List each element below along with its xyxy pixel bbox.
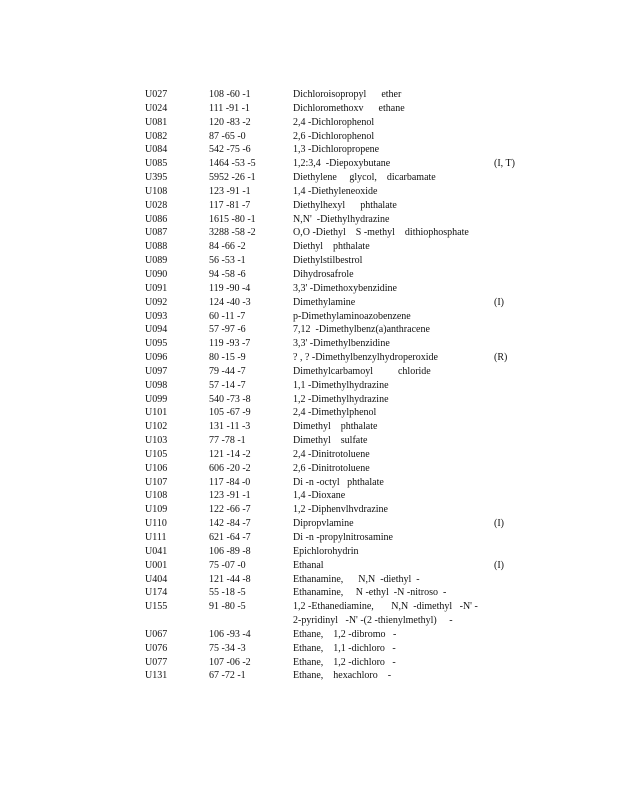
cas-number: 124 -40 -3 [209,296,251,308]
substance-name: 7,12 -Dimethylbenz(a)anthracene [293,324,430,336]
waste-code: U105 [145,448,168,460]
waste-code: U027 [145,89,168,100]
substance-name: 1,2 -Ethanediamine, N,N -dimethyl -N' - [293,601,478,613]
cas-number: 606 -20 -2 [209,462,251,474]
substance-name: 1,2:3,4 -Diepoxybutane [293,158,391,170]
substance-name: 1,2 -Diphenvlhvdrazine [293,504,388,516]
waste-code: U111 [145,532,167,543]
waste-code: U097 [145,365,168,377]
waste-code: U099 [145,393,168,405]
table-row [145,503,545,517]
waste-code: U109 [145,504,168,516]
substance-name: 2,6 -Dichlorophenol [293,130,375,142]
waste-code: U108 [145,185,168,197]
waste-code: U077 [145,656,168,668]
substance-name: 3,3' -Dimethylbenzidine [293,338,390,350]
table-row [145,130,545,144]
substance-name: Dimethylcarbamoyl chloride [293,365,431,377]
cas-number: 119 -90 -4 [209,282,251,294]
waste-code: U108 [145,490,168,502]
cas-number: 117 -84 -0 [209,476,251,488]
substance-name: Dihydrosafrole [293,268,354,280]
cas-number: 106 -89 -8 [209,545,251,557]
cas-number: 117 -81 -7 [209,199,251,211]
cas-number: 123 -91 -1 [209,185,251,197]
cas-number: 540 -73 -8 [209,393,251,405]
table-row [145,559,545,573]
waste-code: U096 [145,352,168,364]
waste-code: U086 [145,213,168,225]
waste-code: U041 [145,545,168,557]
waste-code: U110 [145,518,167,530]
table-row [145,171,545,185]
table-row [145,116,545,130]
cas-number: 77 -78 -1 [209,435,246,447]
substance-name: Ethanal [293,559,324,571]
waste-code: U107 [145,476,168,488]
cas-number: 120 -83 -2 [209,116,251,128]
waste-code: U089 [145,255,168,267]
substance-name: Dimethyl sulfate [293,435,368,447]
substance-name: 1,2 -Dimethylhydrazine [293,393,389,405]
waste-code: U404 [145,573,168,585]
cas-number: 108 -60 -1 [209,89,251,100]
table-row [145,365,545,379]
substance-name: Diethylhexyl phthalate [293,199,397,211]
table-row [145,628,545,642]
table-row [145,213,545,227]
substance-name: Dimethylamine [293,296,356,308]
hazardous-waste-table [145,88,545,683]
waste-code: U102 [145,421,168,433]
substance-name: 1,1 -Dimethylhydrazine [293,379,389,391]
waste-code: U092 [145,296,168,308]
hazard-code: (I) [494,559,504,571]
cas-number: 57 -14 -7 [209,379,246,391]
cas-number: 94 -58 -6 [209,268,246,280]
waste-code: U098 [145,379,168,391]
substance-name: Dichloroisopropyl ether [293,89,402,100]
substance-name: Di -n -octyl phthalate [293,476,384,488]
substance-name: 2,4 -Dichlorophenol [293,116,375,128]
table-row [145,462,545,476]
substance-name: 2,6 -Dinitrotoluene [293,462,370,474]
cas-number: 107 -06 -2 [209,656,251,668]
table-row [145,185,545,199]
cas-number: 119 -93 -7 [209,338,251,350]
table-row [145,337,545,351]
table-row [145,379,545,393]
waste-code: U091 [145,282,168,294]
substance-name: Dimethyl phthalate [293,421,378,433]
cas-number: 131 -11 -3 [209,421,251,433]
substance-name: ? , ? -Dimethylbenzylhydroperoxide [293,352,438,364]
waste-code: U085 [145,158,168,170]
hazard-code: (I) [494,296,504,308]
table-row [145,268,545,282]
substance-name: Ethane, 1,1 -dichloro - [293,642,396,654]
waste-code: U088 [145,241,168,253]
substance-name: p-Dimethylaminoazobenzene [293,310,411,322]
substance-name: 1,3 -Dichloropropene [293,144,380,156]
waste-code: U084 [145,144,168,156]
waste-code: U103 [145,435,168,447]
cas-number: 55 -18 -5 [209,587,246,599]
table-row [145,476,545,490]
substance-name: Epichlorohydrin [293,545,359,557]
table-row [145,226,545,240]
cas-number: 111 -91 -1 [209,102,250,114]
waste-code: U024 [145,102,168,114]
cas-number: 79 -44 -7 [209,365,246,377]
waste-code: U028 [145,199,168,211]
waste-code: U106 [145,462,168,474]
waste-code: U001 [145,559,168,571]
table-row [145,323,545,337]
waste-code: U067 [145,628,168,640]
cas-number: 1615 -80 -1 [209,213,256,225]
table-row [145,296,545,310]
substance-name: 2,4 -Dimethylphenol [293,407,377,419]
table-row [145,517,545,531]
cas-number: 3288 -58 -2 [209,227,256,239]
waste-code: U094 [145,324,168,336]
cas-number: 5952 -26 -1 [209,172,256,184]
cas-number: 56 -53 -1 [209,255,246,267]
substance-name: N,N' -Diethylhydrazine [293,213,390,225]
cas-number: 122 -66 -7 [209,504,251,516]
cas-number: 91 -80 -5 [209,601,246,613]
substance-name: Ethanamine, N -ethyl -N -nitroso - [293,587,447,599]
substance-name: 1,4 -Dioxane [293,490,346,502]
waste-code: U081 [145,116,168,128]
cas-number: 67 -72 -1 [209,670,246,682]
cas-number: 621 -64 -7 [209,532,251,543]
waste-code: U093 [145,310,168,322]
substance-name: Ethane, hexachloro - [293,670,392,682]
cas-number: 1464 -53 -5 [209,158,256,170]
substance-name: Dichloromethoxv ethane [293,102,405,114]
table-row [145,586,545,600]
substance-name: Diethylstilbestrol [293,255,363,267]
table-row [145,199,545,213]
waste-code: U076 [145,642,168,654]
waste-code: U155 [145,601,168,613]
substance-name: Dipropvlamine [293,518,354,530]
table-row [145,282,545,296]
table-row [145,143,545,157]
waste-code: U087 [145,227,168,239]
cas-number: 121 -14 -2 [209,448,251,460]
table-row [145,393,545,407]
table-row [145,102,545,116]
table-row [145,448,545,462]
table-row [145,669,545,683]
cas-number: 542 -75 -6 [209,144,251,156]
table-row [145,545,545,559]
cas-number: 142 -84 -7 [209,518,251,530]
substance-name: 2,4 -Dinitrotoluene [293,448,370,460]
cas-number: 121 -44 -8 [209,573,251,585]
substance-name: Ethanamine, N,N -diethyl - [293,573,420,585]
substance-name: Di -n -propylnitrosamine [293,532,393,543]
hazard-code: (R) [494,352,508,364]
cas-number: 105 -67 -9 [209,407,251,419]
waste-code: U090 [145,268,168,280]
waste-code: U082 [145,130,168,142]
waste-code: U101 [145,407,168,419]
table-row [145,240,545,254]
table-row [145,157,545,171]
table-row [145,642,545,656]
table-row [145,310,545,324]
table-row [145,420,545,434]
table-row [145,489,545,503]
cas-number: 84 -66 -2 [209,241,246,253]
substance-name: O,O -Diethyl S -methyl dithiophosphate [293,227,469,239]
cas-number: 60 -11 -7 [209,310,246,322]
cas-number: 87 -65 -0 [209,130,246,142]
substance-name: Ethane, 1,2 -dichloro - [293,656,396,668]
cas-number: 80 -15 -9 [209,352,246,364]
waste-code: U131 [145,670,168,682]
substance-name: Diethyl phthalate [293,241,370,253]
table-row [145,573,545,587]
substance-name-continued: 2-pyridinyl -N' -(2 -thienylmethyl) - [293,615,453,627]
cas-number: 75 -07 -0 [209,559,246,571]
cas-number: 75 -34 -3 [209,642,246,654]
table-row [145,600,545,628]
cas-number: 123 -91 -1 [209,490,251,502]
substance-name: Diethylene glycol, dicarbamate [293,172,436,184]
hazard-code: (I) [494,518,504,530]
table-row [145,434,545,448]
table-row [145,656,545,670]
waste-code: U095 [145,338,168,350]
table-row [145,351,545,365]
table-row [145,88,545,102]
cas-number: 57 -97 -6 [209,324,246,336]
table-row [145,406,545,420]
waste-code: U174 [145,587,168,599]
cas-number: 106 -93 -4 [209,628,251,640]
substance-name: 1,4 -Diethyleneoxide [293,185,378,197]
hazard-code: (I, T) [494,158,515,170]
waste-code: U395 [145,172,168,184]
table-row [145,254,545,268]
substance-name: 3,3' -Dimethoxybenzidine [293,282,397,294]
table-row [145,531,545,545]
substance-name: Ethane, 1,2 -dibromo - [293,628,397,640]
